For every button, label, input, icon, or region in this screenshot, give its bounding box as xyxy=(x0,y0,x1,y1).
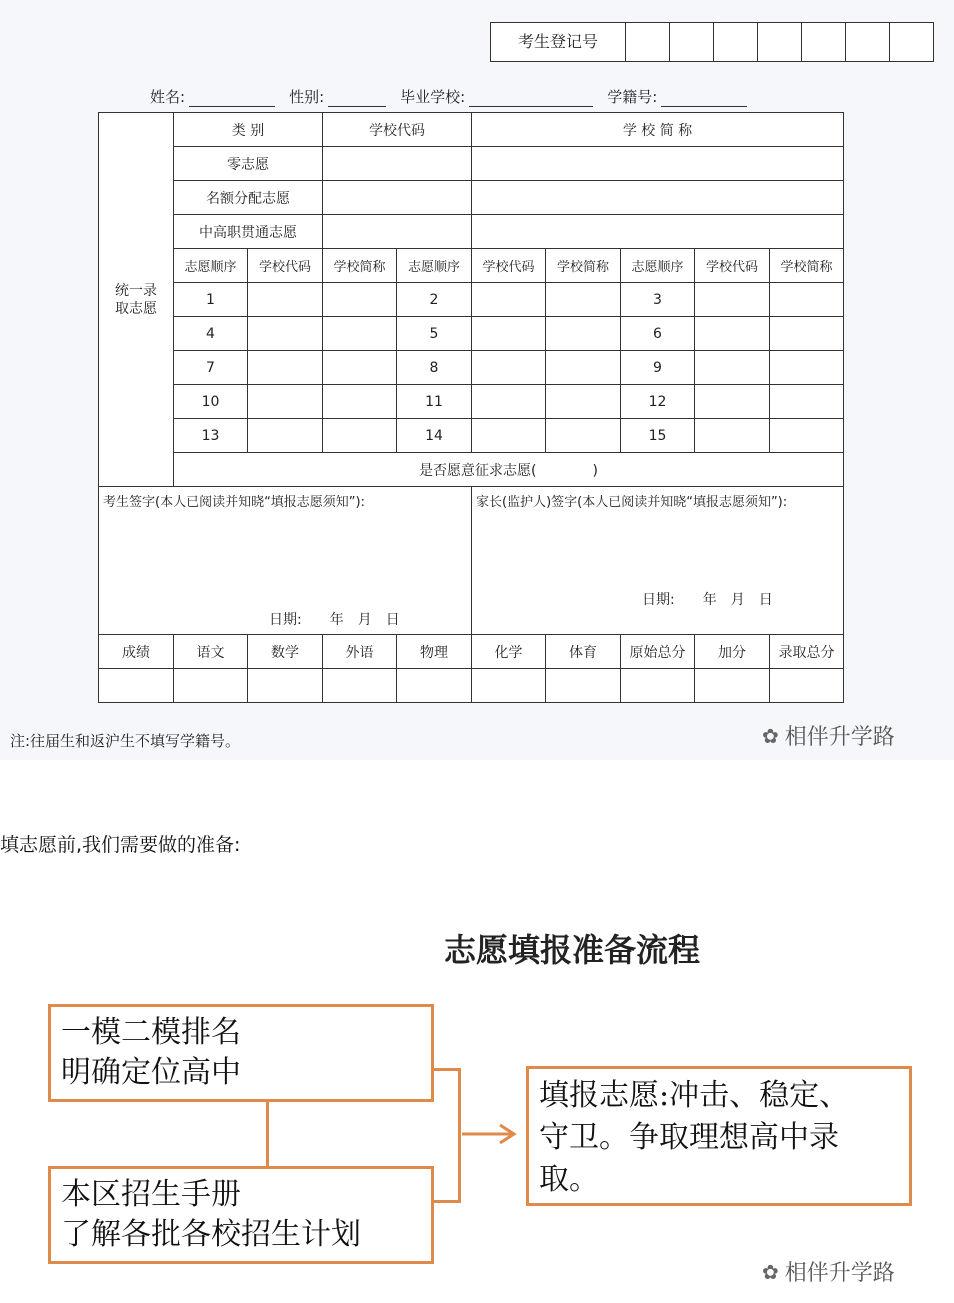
order-header: 学校代码 xyxy=(472,249,546,283)
score-header: 录取总分 xyxy=(770,635,844,669)
registration-number-box xyxy=(490,22,934,62)
school-label: 毕业学校: xyxy=(400,88,466,106)
watermark: ✿ 相伴升学路 xyxy=(762,723,895,750)
order-number: 5 xyxy=(397,317,472,351)
score-header: 语文 xyxy=(174,635,248,669)
score-header: 体育 xyxy=(546,635,621,669)
score-header: 数学 xyxy=(248,635,323,669)
vocational-choice-label: 中高职贯通志愿 xyxy=(174,215,323,249)
reg-digit-box xyxy=(890,23,933,61)
blank-cell xyxy=(472,181,844,215)
flow-box-fill: 填报志愿:冲击、稳定、 守卫。争取理想高中录 取。 xyxy=(526,1066,912,1206)
gender-label: 性别: xyxy=(289,88,325,106)
order-number: 9 xyxy=(621,351,695,385)
student-date-label: 日期: 年 月 日 xyxy=(269,612,400,628)
reg-digit-box xyxy=(626,23,670,61)
score-header: 外语 xyxy=(323,635,397,669)
blank-cell xyxy=(323,181,472,215)
order-number: 4 xyxy=(174,317,248,351)
flow-box-ranking: 一模二模排名 明确定位高中 xyxy=(48,1004,434,1102)
order-number: 15 xyxy=(621,419,695,453)
column-header-code: 学校代码 xyxy=(323,113,472,147)
flow-box-handbook: 本区招生手册 了解各批各校招生计划 xyxy=(48,1166,434,1264)
order-header: 学校简称 xyxy=(770,249,844,283)
order-header: 志愿顺序 xyxy=(174,249,248,283)
order-number: 8 xyxy=(397,351,472,385)
connector-vertical xyxy=(266,1102,269,1166)
wechat-icon: ✿ xyxy=(762,1259,779,1284)
paragraph: 填志愿前,我们需要做的准备: xyxy=(0,834,241,856)
order-header: 学校代码 xyxy=(695,249,770,283)
score-header: 原始总分 xyxy=(621,635,695,669)
student-no-blank xyxy=(661,92,747,107)
school-blank xyxy=(469,92,593,107)
order-number: 14 xyxy=(397,419,472,453)
order-number: 12 xyxy=(621,385,695,419)
student-signature-cell xyxy=(99,487,472,635)
blank-cell xyxy=(472,147,844,181)
name-label: 姓名: xyxy=(150,88,186,106)
score-header: 加分 xyxy=(695,635,770,669)
order-number: 13 xyxy=(174,419,248,453)
parent-signature-label: 家长(监护人)签字(本人已阅读并知晓“填报志愿须知”): xyxy=(476,495,788,510)
blank-cell xyxy=(323,147,472,181)
form-note: 注:往届生和返沪生不填写学籍号。 xyxy=(10,732,241,750)
column-header-category: 类 别 xyxy=(174,113,323,147)
gender-blank xyxy=(328,92,386,107)
quota-choice-label: 名额分配志愿 xyxy=(174,181,323,215)
order-number: 1 xyxy=(174,283,248,317)
connector-top xyxy=(434,1068,460,1071)
order-header: 学校简称 xyxy=(546,249,621,283)
blank-cell xyxy=(472,215,844,249)
score-header: 成绩 xyxy=(99,635,174,669)
order-number: 10 xyxy=(174,385,248,419)
score-header: 物理 xyxy=(397,635,472,669)
student-no-label: 学籍号: xyxy=(607,88,658,106)
reg-digit-box xyxy=(846,23,890,61)
order-number: 3 xyxy=(621,283,695,317)
name-blank xyxy=(189,92,275,107)
connector-bottom xyxy=(434,1200,460,1203)
blank-cell xyxy=(323,215,472,249)
reg-digit-box xyxy=(714,23,758,61)
wechat-icon: ✿ xyxy=(762,723,779,748)
flow-title: 志愿填报准备流程 xyxy=(444,931,701,969)
registration-number-label: 考生登记号 xyxy=(491,23,626,61)
order-number: 6 xyxy=(621,317,695,351)
watermark: ✿ 相伴升学路 xyxy=(762,1259,895,1286)
order-header: 学校简称 xyxy=(323,249,397,283)
order-header: 志愿顺序 xyxy=(397,249,472,283)
unified-admission-label: 统一录取志愿 xyxy=(99,113,174,487)
zero-choice-label: 零志愿 xyxy=(174,147,323,181)
score-header: 化学 xyxy=(472,635,546,669)
order-number: 11 xyxy=(397,385,472,419)
order-number: 7 xyxy=(174,351,248,385)
reg-digit-box xyxy=(758,23,802,61)
application-table xyxy=(98,112,844,703)
reg-digit-box xyxy=(802,23,846,61)
reg-digit-box xyxy=(670,23,714,61)
willing-to-solicit-row: 是否愿意征求志愿( ) xyxy=(174,453,844,487)
student-info-line xyxy=(150,86,757,107)
parent-date-label: 日期: 年 月 日 xyxy=(642,592,773,608)
student-signature-label: 考生签字(本人已阅读并知晓“填报志愿须知”): xyxy=(103,495,365,510)
order-number: 2 xyxy=(397,283,472,317)
parent-signature-cell xyxy=(472,487,844,635)
order-header: 学校代码 xyxy=(248,249,323,283)
arrow-right-icon xyxy=(460,1122,522,1146)
order-header: 志愿顺序 xyxy=(621,249,695,283)
column-header-abbr: 学 校 简 称 xyxy=(472,113,844,147)
